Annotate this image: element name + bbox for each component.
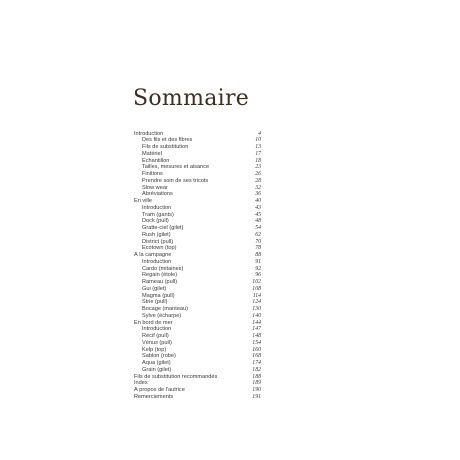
toc-entry [134,252,261,259]
toc-entry-label: Matériel [142,150,162,157]
toc-entry-page-number: 102 [252,279,261,285]
toc-entry [134,320,261,327]
toc-entry-label: En bord de mer [134,319,173,326]
toc-entry [134,394,261,401]
toc-entry [134,191,261,198]
toc-entry [134,299,261,306]
toc-entry [134,326,261,333]
toc-entry-page-number: 32 [255,184,261,191]
toc-entry-label: Tram (gants) [142,211,174,218]
toc-entry [134,198,261,205]
toc-entry-label: Des fils et des fibres [142,137,193,144]
toc-entry [134,164,261,171]
toc-entry [134,374,261,381]
toc-entry-page-number: 10 [255,137,261,144]
toc-entry-page-number: 54 [255,225,261,231]
toc-entry-page-number: 124 [252,299,261,306]
toc-entry-page-number: 13 [255,144,261,150]
toc-entry-page-number: 36 [255,191,261,198]
toc-entry-label: Sylve (écharpe) [142,312,182,319]
toc-entry-page-number: 130 [252,306,261,312]
toc-entry-page-number: 88 [255,252,261,258]
toc-entry-label: Grain (gilet) [142,366,172,373]
toc-entry-label: Bocage (manteau) [142,306,189,312]
toc-entry-page-number: 28 [255,177,261,184]
toc-entry-page-number: 17 [255,150,261,157]
toc-entry-label: À la campagne [134,252,172,258]
toc-entry-label: Sablon (robe) [142,353,176,360]
toc-entry [134,360,261,367]
toc-entry-label: Échantillon [142,157,170,164]
toc-entry-page-number: 188 [252,373,261,380]
toc-entry-page-number: 108 [252,285,261,292]
toc-entry-page-number: 160 [252,346,261,353]
toc-entry-page-number: 182 [252,366,261,373]
toc-entry-page-number: 26 [255,171,261,177]
toc-entry-page-number: 78 [255,245,261,252]
toc-entry-label: Fils de substitution [142,144,189,150]
toc-entry [134,340,261,347]
toc-entry-page-number: 147 [252,326,261,333]
toc-entry [134,185,261,192]
toc-entry-page-number: 62 [255,231,261,238]
toc-entry-label: Index [134,380,148,387]
toc-entry [134,353,261,360]
toc-entry-page-number: 174 [252,360,261,366]
toc-entry-label: Aqua (gilet) [142,360,171,366]
toc-entry-page-number: 190 [252,387,261,393]
toc-entry-page-number: 92 [255,265,261,272]
toc-entry-label: Ecotown (top) [142,245,177,252]
toc-entry-page-number: 140 [252,312,261,319]
toc-entry-page-number: 23 [255,164,261,171]
toc-entry-label: Strie (pull) [142,299,168,306]
toc-entry-page-number: 189 [252,380,261,387]
toc-entry-page-number: 148 [252,333,261,339]
toc-entry [134,259,261,266]
toc-entry [134,313,261,320]
toc-entry-label: Rush (gilet) [142,231,171,238]
toc-entry-label: District (pull) [142,238,174,245]
toc-entry-page-number: 191 [252,393,261,400]
toc-entry [134,225,261,232]
toc-entry-label: Regain (étole) [142,272,178,279]
toc-entry-page-number: 91 [255,258,261,265]
toc-entry [134,144,261,151]
toc-entry-label: Introduction [142,204,172,211]
toc-entry-page-number: 18 [255,157,261,164]
toc-entry-page-number: 48 [255,218,261,225]
toc-entry [134,286,261,293]
toc-entry-label: Introduction [134,130,164,137]
toc-entry-label: Abréviations [142,191,173,198]
toc-entry-label: Fils de substitution recommandés [134,373,218,380]
toc-entry-label: Récif (pull) [142,333,169,339]
toc-entry [134,137,261,144]
toc-entry-label: Slow wear [142,184,168,191]
toc-entry-page-number: 96 [255,272,261,279]
toc-entry-label: Prendre soin de ses tricots [142,177,209,184]
toc-entry-page-number: 40 [255,198,261,204]
toc-entry-label: Kelp (top) [142,346,167,353]
toc-entry [134,212,261,219]
toc-entry-label: Magma (pull) [142,292,175,299]
toc-entry [134,205,261,212]
toc-entry-page-number: 4 [258,130,261,137]
toc-entry [134,239,261,246]
table-of-contents [134,131,261,401]
page-title: Sommaire [133,86,250,111]
toc-entry-label: Dock (pull) [142,218,169,225]
toc-entry [134,151,261,158]
toc-entry-page-number: 45 [255,211,261,218]
toc-entry-label: Vénus (pull) [142,339,172,346]
toc-entry-label: Introduction [142,326,172,333]
toc-entry-page-number: 114 [252,292,261,299]
toc-entry [134,279,261,286]
toc-entry-label: Gratte-ciel (gilet) [142,225,184,231]
toc-entry-label: Finitions [142,171,163,177]
toc-entry-label: Remerciements [134,393,174,400]
toc-entry [134,347,261,354]
toc-entry-page-number: 144 [252,319,261,326]
toc-entry-label: Rameau (pull) [142,279,178,285]
toc-entry-label: Tailles, mesures et aisance [142,164,210,171]
toc-entry-label: Gui (gilet) [142,285,167,292]
toc-entry [134,380,261,387]
toc-entry [134,131,261,138]
toc-entry [134,333,261,340]
toc-entry [134,178,261,185]
toc-entry-page-number: 43 [255,204,261,211]
toc-entry-page-number: 168 [252,353,261,360]
toc-entry-label: En ville [134,198,153,204]
toc-entry-label: Cardo (mitaines) [142,265,184,272]
toc-entry [134,218,261,225]
toc-entry [134,387,261,394]
toc-entry [134,171,261,178]
toc-entry-label: Introduction [142,258,172,265]
toc-entry [134,232,261,239]
toc-entry [134,293,261,300]
toc-entry [134,158,261,165]
toc-entry-label: À propos de l'autrice [134,387,185,393]
toc-entry [134,367,261,374]
toc-entry-page-number: 70 [255,238,261,245]
toc-entry [134,266,261,273]
toc-entry [134,272,261,279]
toc-entry [134,245,261,252]
toc-entry [134,306,261,313]
toc-entry-page-number: 154 [252,339,261,346]
